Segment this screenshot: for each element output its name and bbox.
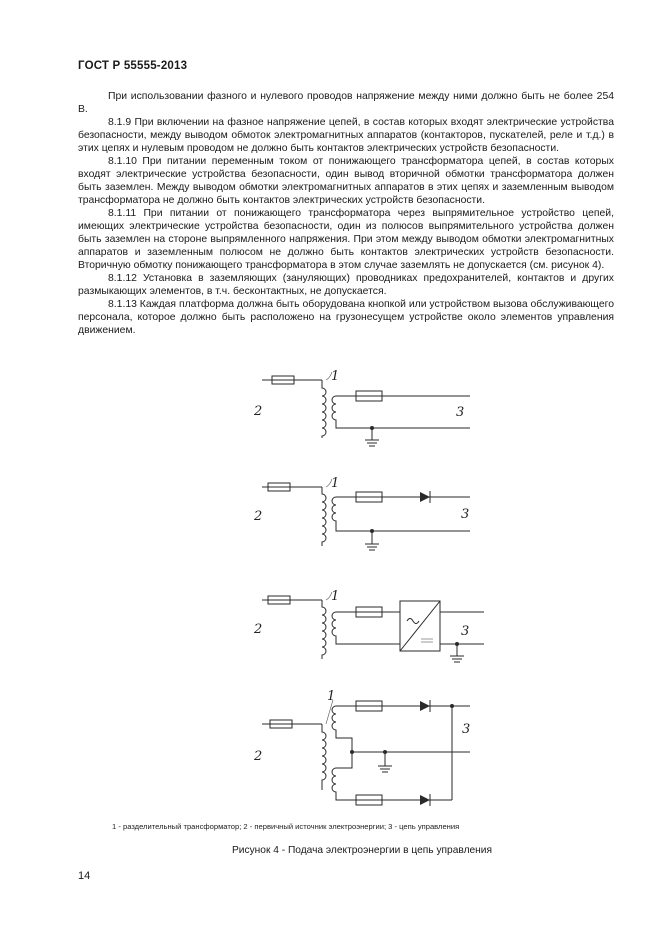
paragraph: При использовании фазного и нулевого проводов напряжение между ними должно быть не более 254 В. [78, 91, 614, 115]
page-number: 14 [78, 870, 91, 882]
paragraph: 8.1.10 При питании переменным током от понижающего трансформатора цепей, в состав которых входят электрические устройства безопасности, один вывод вторичной обмотки трансформатора должен быть заземлен. Между выводом обмотки электромагнитных аппаратов в этих цепях и заземленным выводом трансформатора не должно быть контактов электрических устройств безопасности. [78, 156, 614, 206]
label-source: 2 [254, 622, 263, 637]
label-circuit: 3 [456, 405, 465, 420]
label-source: 2 [254, 749, 263, 764]
diode-icon [420, 491, 430, 503]
label-source: 2 [254, 404, 263, 419]
rectifier-icon [400, 601, 440, 651]
diode-icon [420, 700, 430, 712]
figure-caption: Рисунок 4 - Подача электроэнергии в цепь управления [232, 845, 493, 856]
label-transformer: 1 [327, 689, 336, 704]
ground-icon [365, 440, 379, 446]
ground-icon [450, 656, 464, 662]
label-transformer: 1 [331, 476, 340, 491]
diagram-transformer-center-tap [253, 689, 470, 806]
paragraph: 8.1.9 При включении на фазное напряжение цепей, в состав которых входят электрические устройства безопасности, между выводом обмоток электромагнитных аппаратов (контакторов, пускателей, реле и т.д.) в этих цепях и нулевым проводом не должно быть контактов электрических устройств безопасности. [78, 117, 614, 154]
ground-icon [378, 766, 392, 772]
label-circuit: 3 [461, 507, 470, 522]
primary-winding-icon [322, 487, 326, 546]
diagram-transformer-diode [253, 476, 470, 550]
primary-winding-icon [322, 600, 326, 659]
circuit-diagrams [0, 365, 661, 825]
label-transformer: 1 [331, 589, 340, 604]
body-text [78, 90, 614, 337]
label-circuit: 3 [462, 722, 471, 737]
primary-winding-icon [322, 380, 326, 438]
label-source: 2 [254, 509, 263, 524]
primary-winding-icon [322, 724, 326, 790]
diode-icon [420, 794, 430, 806]
diagram-transformer-ac [253, 369, 470, 446]
label-circuit: 3 [461, 624, 470, 639]
figure-legend: 1 - разделительный трансформатор; 2 - первичный источник электроэнергии; 3 - цепь управления [112, 822, 460, 831]
paragraph: 8.1.13 Каждая платформа должна быть оборудована кнопкой или устройством вызова обслуживающего персонала, которое должно быть расположено на грузонесущем устройстве около элементов управления движением. [78, 299, 614, 336]
diagram-transformer-rectifier [253, 589, 484, 662]
paragraph: 8.1.11 При питании от понижающего трансформатора через выпрямительное устройство цепей, имеющих электрические устройства безопасности, один из полюсов выпрямительного устройства должен быть заземлен на стороне выпрямленного напряжения. При этом между выводом обмотки электромагнитных аппаратов и заземленным полюсом не должно быть контактов электрических устройств безопасности. Вторичную обмотку понижающего трансформатора в этом случае заземлять не допускается (см. рисунок 4). [78, 208, 614, 271]
ground-icon [365, 544, 379, 550]
paragraph: 8.1.12 Установка в заземляющих (зануляющих) проводниках предохранителей, контактов и других размыкающих элементов, в т.ч. бесконтактных, не допускается. [78, 273, 614, 297]
label-transformer: 1 [331, 369, 340, 384]
document-header: ГОСТ Р 55555-2013 [78, 60, 188, 72]
